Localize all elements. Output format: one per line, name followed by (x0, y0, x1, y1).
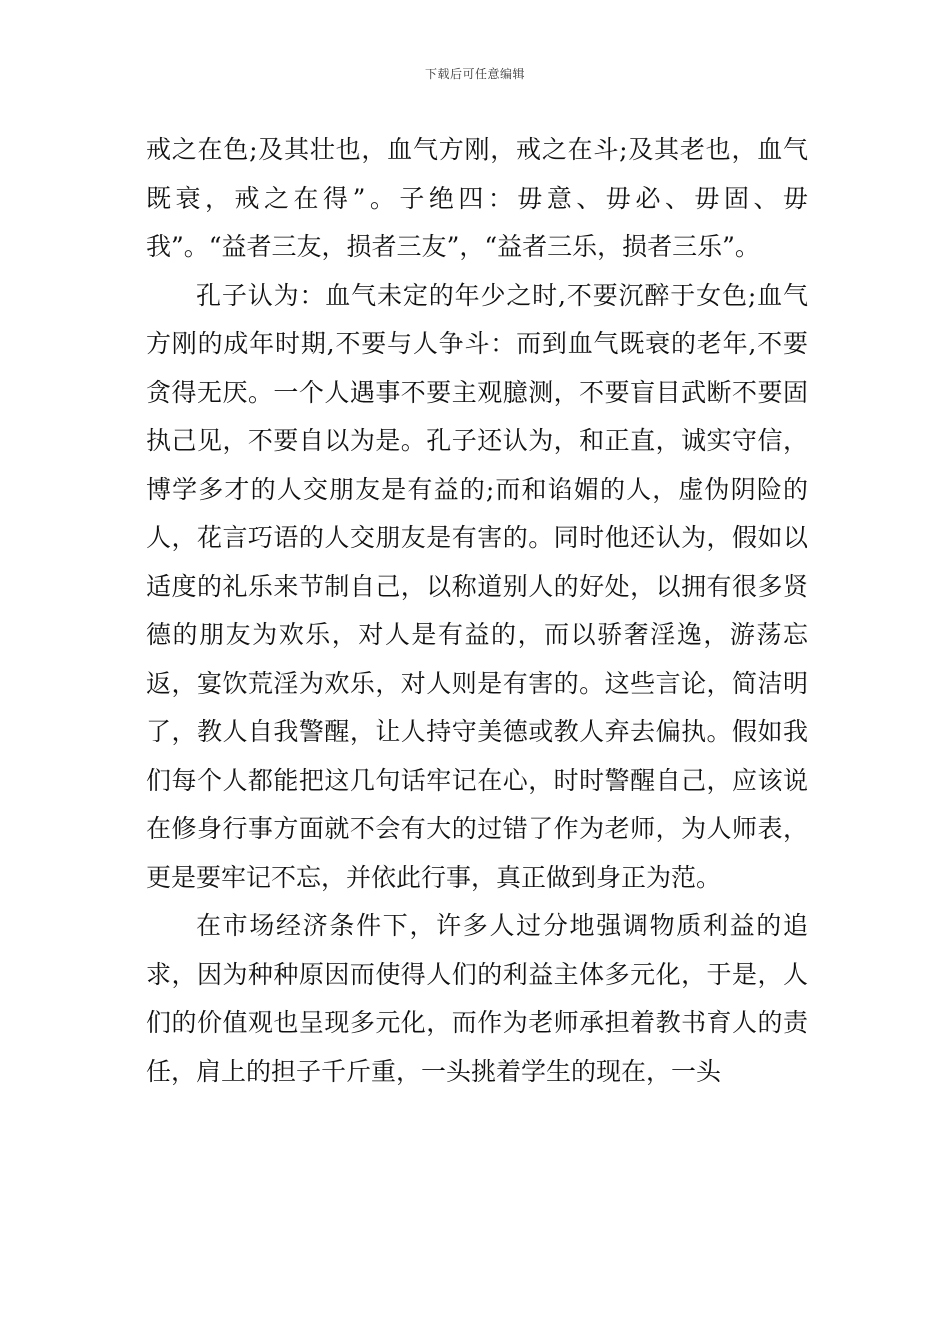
page-header: 下载后可任意编辑 (424, 67, 525, 81)
document-body (146, 126, 808, 1096)
paragraph-market-economy: 在市场经济条件下，许多人过分地强调物质利益的追求，因为种种原因而使得人们的利益主体多元化，于是，人们的价值观也呈现多元化，而作为老师承担着教书育人的责任，肩上的担子千斤重，一头挑着学生的现在，一头 (146, 911, 808, 1086)
paragraph-confucius-view: 孔子认为：血气未定的年少之时,不要沉醉于女色;血气方刚的成年时期,不要与人争斗：而到血气既衰的老年,不要贪得无厌。一个人遇事不要主观臆测，不要盲目武断不要固执己见，不要自以为是。孔子还认为，和正直，诚实守信，博学多才的人交朋友是有益的;而和谄媚的人，虚伪阴险的人，花言巧语的人交朋友是有害的。同时他还认为，假如以适度的礼乐来节制自己，以称道别人的好处，以拥有很多贤德的朋友为欢乐，对人是有益的，而以骄奢淫逸，游荡忘返，宴饮荒淫为欢乐，对人则是有害的。这些言论，简洁明了，教人自我警醒，让人持守美德或教人弃去偏执。假如我们每个人都能把这几句话牢记在心，时时警醒自己，应该说在修身行事方面就不会有大的过错了作为老师，为人师表，更是要牢记不忘，并依此行事，真正做到身正为范。 (146, 280, 808, 892)
paragraph-continuation: 戒之在色;及其壮也，血气方刚，戒之在斗;及其老也，血气既衰，戒之在得”。子绝四：毋意、毋必、毋固、毋我”。“益者三友，损者三友”，“益者三乐，损者三乐”。 (146, 135, 808, 261)
